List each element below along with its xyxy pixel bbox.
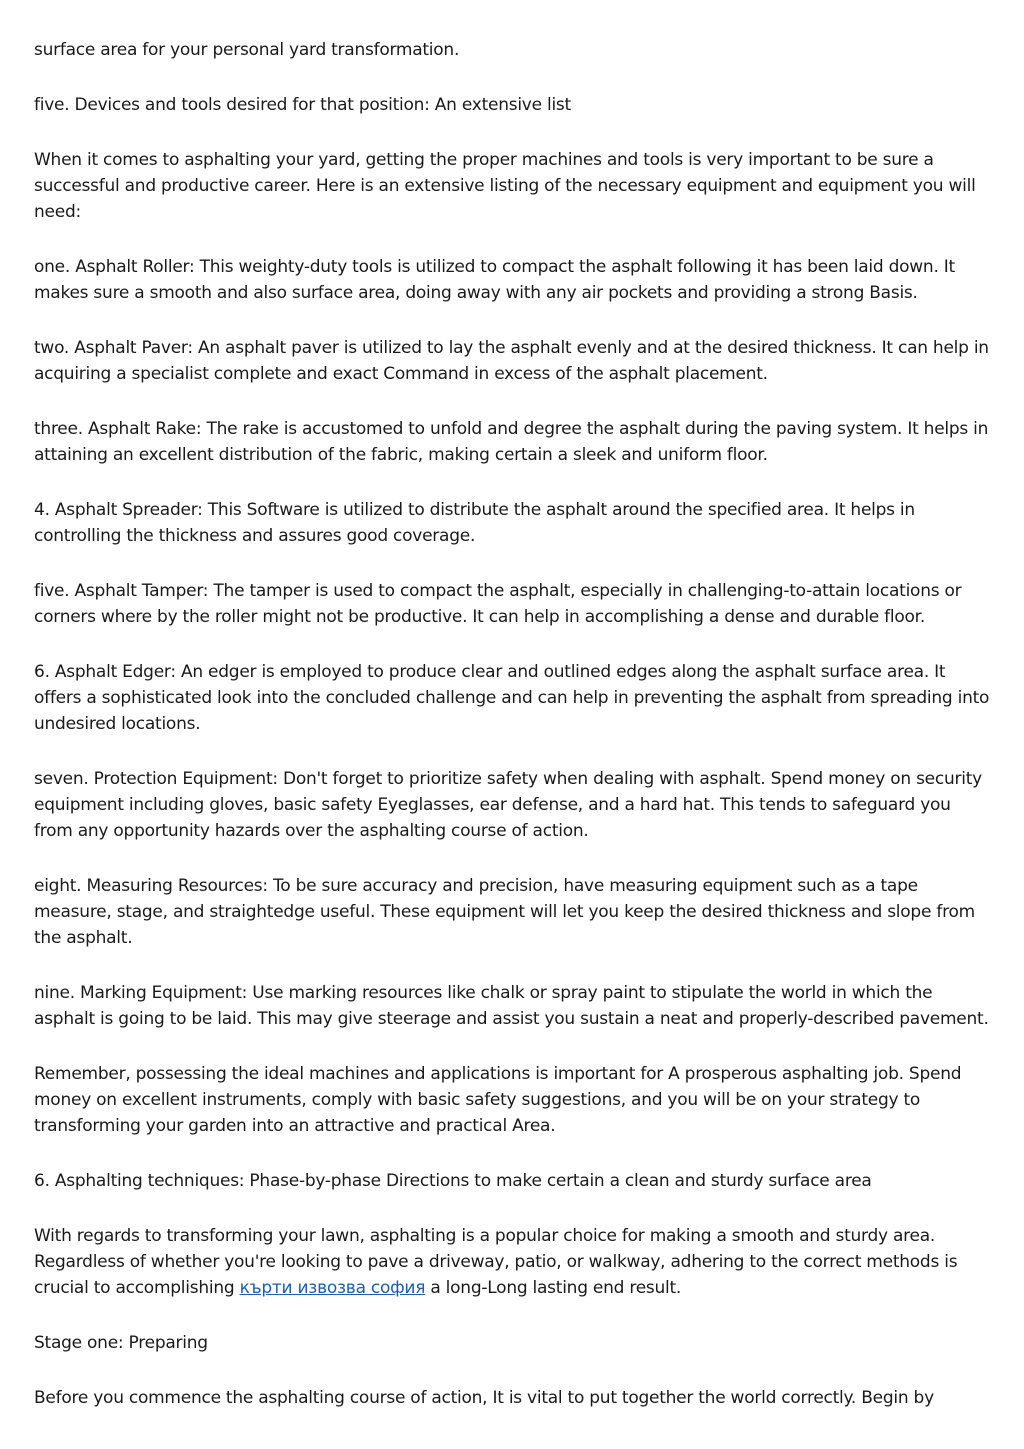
list-item-measuring-resources: eight. Measuring Resources: To be sure accuracy and precision, have measuring equipment such as a tape measure, stage, and straightedge useful. These equipment will let you keep the desired thickness and slope from the asphalt. (34, 876, 975, 948)
paragraph-tools-intro: When it comes to asphalting your yard, getting the proper machines and tools is very important to be sure a successful and productive career. Here is an extensive listing of the necessary equipment and equipment you will need: (34, 150, 976, 222)
list-item-protection-equipment: seven. Protection Equipment: Don't forget to prioritize safety when dealing with asphalt. Spend money on security equipment including gloves, basic safety Eyeglasses, ear defense, and a hard hat. This tends to safeguard you from any opportunity hazards over the asphalting course of action. (34, 769, 982, 841)
paragraph-text-before-link: With regards to transforming your lawn, asphalting is a popular choice for making a smooth and sturdy area. Regardless of whether you're looking to pave a driveway, patio, or walkway, adhering to the correct methods is crucial to accomplishing (34, 1226, 958, 1298)
list-item-asphalt-rake: three. Asphalt Rake: The rake is accustomed to unfold and degree the asphalt during the paving system. It helps in attaining an excellent distribution of the fabric, making certain a sleek and uniform floor. (34, 419, 989, 465)
list-item-asphalt-paver: two. Asphalt Paver: An asphalt paver is utilized to lay the asphalt evenly and at the desired thickness. It can help in acquiring a specialist complete and exact Command in excess of the asphalt placement. (34, 338, 989, 384)
list-item-marking-equipment: nine. Marking Equipment: Use marking resources like chalk or spray paint to stipulate the world in which the asphalt is going to be laid. This may give steerage and assist you sustain a neat and properly-described pavement. (34, 983, 989, 1029)
inline-link[interactable]: кърти извозва софия (239, 1278, 426, 1298)
document-body (34, 37, 994, 1440)
list-item-asphalt-edger: 6. Asphalt Edger: An edger is employed to produce clear and outlined edges along the asphalt surface area. It offers a sophisticated look into the concluded challenge and can help in preventing the asphalt from spreading into undesired locations. (34, 662, 990, 734)
paragraph-techniques-intro (34, 1223, 994, 1301)
list-item-asphalt-spreader: 4. Asphalt Spreader: This Software is utilized to distribute the asphalt around the specified area. It helps in controlling the thickness and assures good coverage. (34, 500, 915, 546)
stage-heading: Stage one: Preparing (34, 1333, 208, 1353)
section-heading-techniques: 6. Asphalting techniques: Phase-by-phase Directions to make certain a clean and sturdy surface area (34, 1171, 872, 1191)
paragraph-text-after-link: a long-Long lasting end result. (425, 1278, 682, 1298)
list-item-asphalt-tamper: five. Asphalt Tamper: The tamper is used to compact the asphalt, especially in challenging-to-attain locations or corners where by the roller might not be productive. It can help in accomplishing a dense and durable floor. (34, 581, 962, 627)
paragraph-intro-tail: surface area for your personal yard transformation. (34, 40, 460, 60)
section-heading-tools: five. Devices and tools desired for that position: An extensive list (34, 95, 571, 115)
paragraph-preparing: Before you commence the asphalting course of action, It is vital to put together the world correctly. Begin by (34, 1388, 934, 1408)
list-item-asphalt-roller: one. Asphalt Roller: This weighty-duty tools is utilized to compact the asphalt following it has been laid down. It makes sure a smooth and also surface area, doing away with any air pockets and providing a strong Basis. (34, 257, 955, 303)
paragraph-tools-summary: Remember, possessing the ideal machines and applications is important for A prosperous asphalting job. Spend money on excellent instruments, comply with basic safety suggestions, and you will be on your strategy to transforming your garden into an attractive and practical Area. (34, 1064, 962, 1136)
